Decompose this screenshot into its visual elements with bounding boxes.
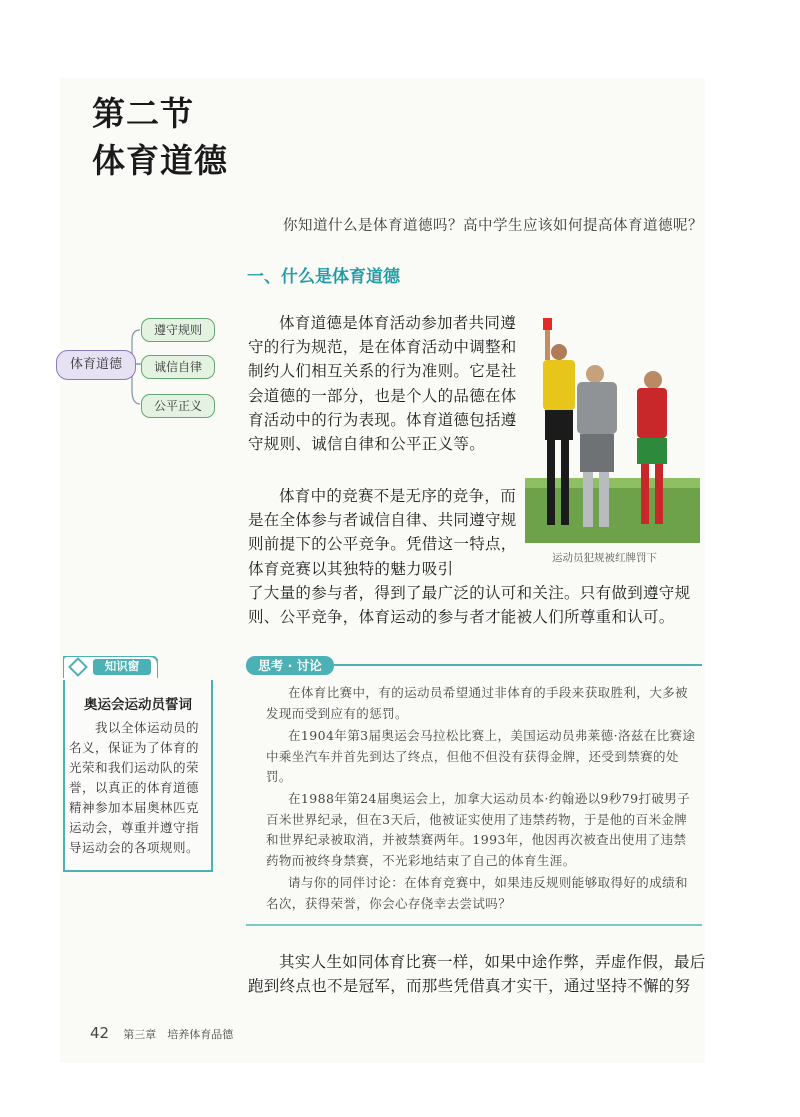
discussion-paragraph: 在1904年第3届奥运会马拉松比赛上，美国运动员弗莱德·洛兹在比赛途中乘坐汽车并首先到达了终点，但他不但没有获得金牌，还受到禁赛的处罚。 bbox=[266, 728, 696, 784]
section-number: 第二节 bbox=[92, 94, 194, 133]
discussion-paragraph: 请与你的同伴讨论：在体育竞赛中，如果违反规则能够取得好的成绩和名次，获得荣誉，你会心存侥幸去尝试吗？ bbox=[266, 875, 688, 911]
discussion-paragraph: 在1988年第24届奥运会上，加拿大运动员本·约翰逊以9秒79打破男子百米世界纪录，但在3天后，他被证实使用了违禁药物，于是他的百米金牌和世界纪录被取消，并被禁赛两年。1993年，他因再次被查出使用了违禁药物而被终身禁赛，不光彩地结束了自己的体育生涯。 bbox=[266, 791, 691, 868]
page-number: 42 bbox=[90, 1024, 110, 1042]
discussion-bottom-rule bbox=[246, 924, 702, 926]
chapter-title: 第三章 培养体育品德 bbox=[123, 1028, 234, 1041]
heading-what-is-sports-ethics: 一、什么是体育道德 bbox=[247, 267, 400, 287]
mindmap-root: 体育道德 bbox=[56, 350, 136, 380]
paragraph-competition-continued: 了大量的参与者，得到了最广泛的认可和关注。只有做到遵守规则、公平竞争，体育运动的参与者才能被人们所尊重和认可。 bbox=[248, 584, 691, 627]
mindmap-leaf-integrity: 诚信自律 bbox=[141, 355, 215, 379]
paragraph-life-analogy: 其实人生如同体育比赛一样，如果中途作弊，弄虚作假，最后跑到终点也不是冠军，而那些凭借真才实干，通过坚持不懈的努 bbox=[248, 953, 706, 996]
photo-caption: 运动员犯规被红牌罚下 bbox=[552, 552, 657, 564]
intro-question: 你知道什么是体育道德吗？高中学生应该如何提高体育道德呢？ bbox=[283, 218, 703, 234]
paragraph-competition: 体育中的竞赛不是无序的竞争，而是在全体参与者诚信自律、共同遵守规则前提下的公平竞争。凭借这一特点，体育竞赛以其独特的魅力吸引 bbox=[248, 487, 517, 578]
knowledge-window-body: 我以全体运动员的名义，保证为了体育的光荣和我们运动队的荣誉，以真正的体育道德精神参加本届奥林匹克运动会，尊重并遵守指导运动会的各项规则。 bbox=[69, 720, 200, 855]
discussion-tab: 思考 · 讨论 bbox=[246, 656, 334, 675]
discussion-top-rule bbox=[334, 664, 702, 666]
knowledge-window-label: 知识窗 bbox=[104, 659, 140, 673]
red-card-photo bbox=[525, 318, 700, 543]
section-title: 体育道德 bbox=[92, 141, 228, 180]
discussion-paragraph: 在体育比赛中，有的运动员希望通过非体育的手段来获取胜利，大多被发现而受到应有的惩罚。 bbox=[266, 685, 688, 721]
page-footer bbox=[90, 1024, 233, 1042]
knowledge-window-title: 奥运会运动员誓词 bbox=[84, 697, 192, 713]
mindmap-leaf-fairness: 公平正义 bbox=[141, 394, 215, 418]
mindmap-leaf-follow-rules: 遵守规则 bbox=[141, 318, 215, 342]
paragraph-definition: 体育道德是体育活动参加者共同遵守的行为规范，是在体育活动中调整和制约人们相互关系的行为准则。它是社会道德的一部分，也是个人的品德在体育活动中的行为表现。体育道德包括遵守规则、诚信自律和公平正义等。 bbox=[248, 314, 517, 454]
